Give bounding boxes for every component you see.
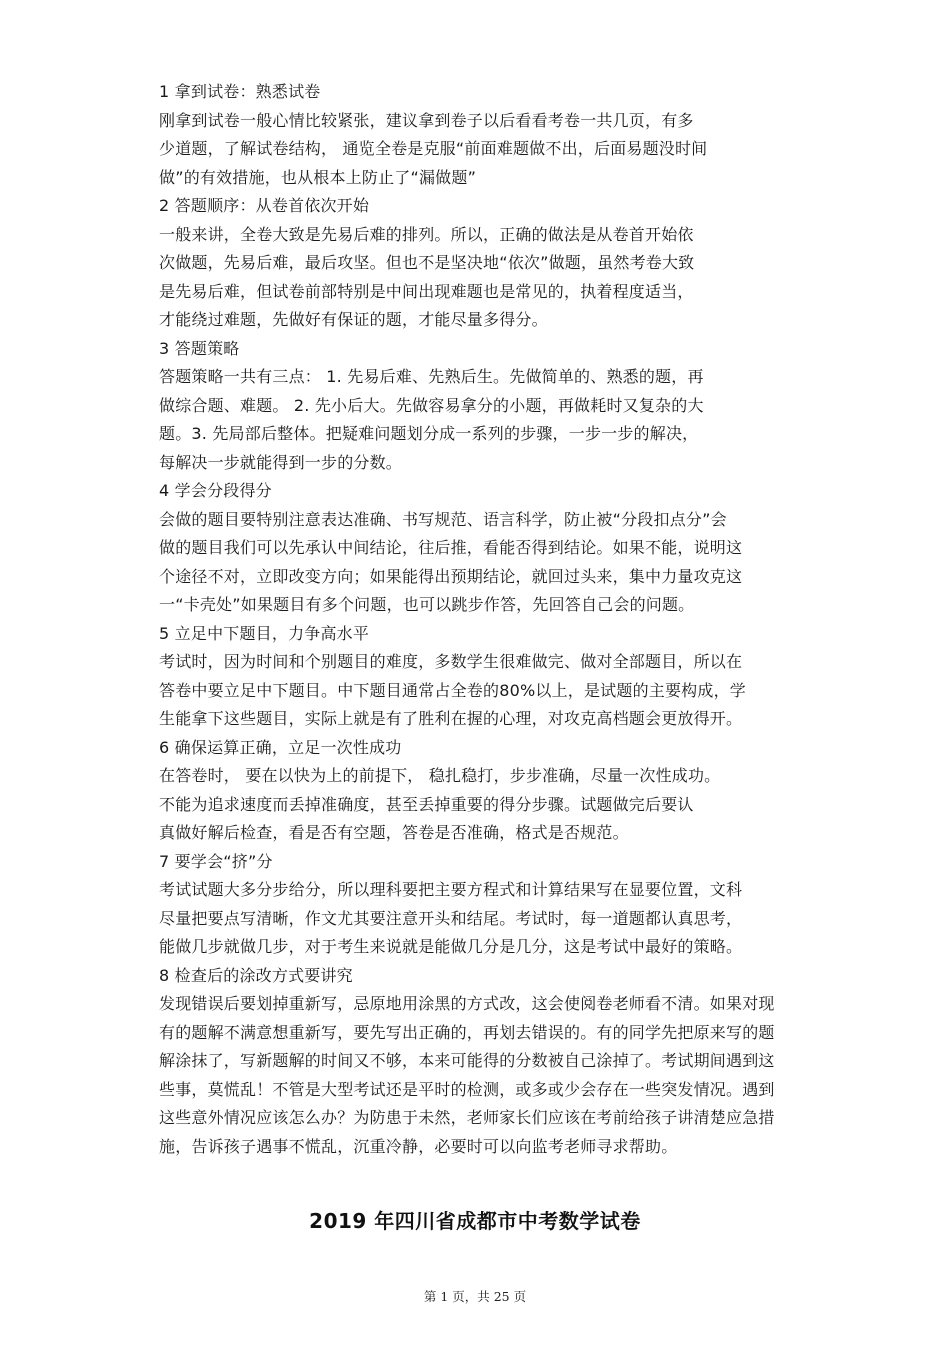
text-line: 做”的有效措施，也从根本上防止了“漏做题” [159,167,477,187]
text-line: 每解决一步就能得到一步的分数。 [159,452,403,472]
text-line: 做的题目我们可以先承认中间结论，往后推，看能否得到结论。如果不能，说明这 [159,538,743,557]
text-line: 2 答题顺序：从卷首依次开始 [159,196,370,215]
text-line: 答卷中要立足中下题目。中下题目通常占全卷的80%以上，是试题的主要构成，学 [159,680,746,700]
text-line: 尽量把要点写清晰，作文尤其要注意开头和结尾。考试时，每一道题都认真思考， [159,908,743,928]
text-line: 个途径不对，立即改变方向；如果能得出预期结论，就回过头来，集中力量攻克这 [159,566,743,586]
text-line: 题。3. 先局部后整体。把疑难问题划分成一系列的步骤，一步一步的解决， [159,424,699,443]
page-footer: 第 1 页，共 25 页 [423,1289,527,1304]
text-line: 才能绕过难题，先做好有保证的题，才能尽量多得分。 [159,310,548,329]
text-line: 做综合题、难题。 2. 先小后大。先做容易拿分的小题，再做耗时又复杂的大 [159,395,704,415]
text-line: 3 答题策略 [159,338,240,358]
text-line: 刚拿到试卷一般心情比较紧张，建议拿到卷子以后看看考卷一共几页，有多 [159,110,694,130]
text-line: 考试试题大多分步给分，所以理科要把主要方程式和计算结果写在显要位置，文科 [159,880,743,899]
text-line: 施，告诉孩子遇事不慌乱，沉重冷静，必要时可以向监考老师寻求帮助。 [159,1136,678,1156]
text-line: 少道题，了解试卷结构， 通览全卷是克服“前面难题做不出，后面易题没时间 [159,139,708,158]
text-line: 次做题，先易后难，最后攻坚。但也不是坚决地“依次”做题，虽然考卷大致 [159,253,695,272]
text-line: 些事，莫慌乱！不管是大型考试还是平时的检测，或多或少会存在一些突发情况。遇到 [159,1079,775,1099]
text-line: 真做好解后检查，看是否有空题，答卷是否准确，格式是否规范。 [159,823,629,842]
text-line: 解涂抹了，写新题解的时间又不够，本来可能得的分数被自己涂掉了。考试期间遇到这 [159,1051,775,1070]
text-line: 发现错误后要划掉重新写，忌原地用涂黑的方式改，这会使阅卷老师看不清。如果对现 [159,994,775,1013]
text-line: 能做几步就做几步，对于考生来说就是能做几分是几分，这是考试中最好的策略。 [159,937,743,956]
text-line: 生能拿下这些题目，实际上就是有了胜利在握的心理，对攻克高档题会更放得开。 [159,709,743,728]
text-line: 有的题解不满意想重新写，要先写出正确的，再划去错误的。有的同学先把原来写的题 [159,1022,775,1042]
body-text [159,78,809,1161]
text-line: 是先易后难，但试卷前部特别是中间出现难题也是常见的，执着程度适当， [159,281,694,301]
text-line: 4 学会分段得分 [159,481,272,500]
text-line: 1 拿到试卷：熟悉试卷 [159,82,321,101]
document-title: 2019 年四川省成都市中考数学试卷 [309,1209,641,1233]
text-line: 5 立足中下题目，力争高水平 [159,623,370,643]
text-line: 会做的题目要特别注意表达准确、书写规范、语言科学，防止被“分段扣点分”会 [159,509,727,529]
text-line: 不能为追求速度而丢掉准确度，甚至丢掉重要的得分步骤。试题做完后要认 [159,794,694,814]
text-line: 8 检查后的涂改方式要讲究 [159,965,353,985]
text-line: 考试时，因为时间和个别题目的难度，多数学生很难做完、做对全部题目，所以在 [159,652,743,671]
text-line: 在答卷时， 要在以快为上的前提下， 稳扎稳打，步步准确，尽量一次性成功。 [159,766,721,785]
text-line: 7 要学会“挤”分 [159,851,273,871]
text-line: 6 确保运算正确，立足一次性成功 [159,737,402,757]
text-line: 一“卡壳处”如果题目有多个问题，也可以跳步作答，先回答自己会的问题。 [159,595,695,614]
text-line: 答题策略一共有三点： 1. 先易后难、先熟后生。先做简单的、熟悉的题，再 [159,367,704,386]
text-line: 这些意外情况应该怎么办？为防患于未然，老师家长们应该在考前给孩子讲清楚应急措 [159,1108,775,1127]
text-line: 一般来讲，全卷大致是先易后难的排列。所以，正确的做法是从卷首开始依 [159,224,694,244]
